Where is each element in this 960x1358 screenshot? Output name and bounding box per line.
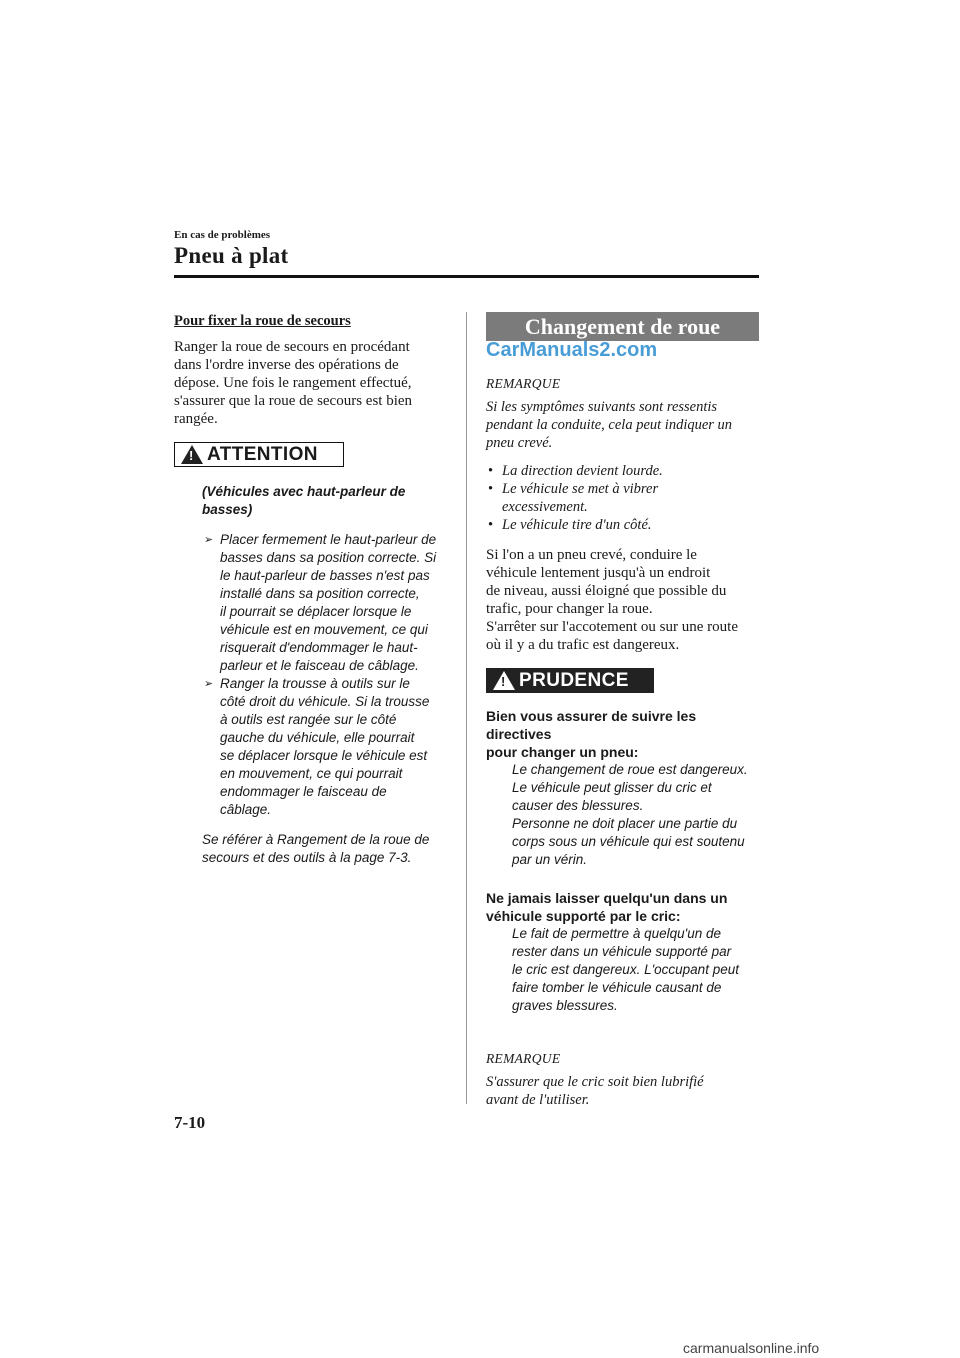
attention-item-text: Ranger la trousse à outils sur le côté droit du véhicule. Si la trousse à outils est rangée sur le côté gauche du véhicule, elle pourrait se déplacer lorsque le véhicule est en mouvement, ce qui pourrait endommager le faisceau de câblage. bbox=[220, 676, 430, 817]
attention-title: (Véhicules avec haut-parleur de basses) bbox=[202, 484, 406, 517]
attention-list bbox=[204, 531, 452, 819]
list-item bbox=[486, 480, 759, 516]
attention-label: ATTENTION bbox=[207, 443, 318, 465]
prudence-label-box bbox=[486, 668, 654, 693]
right-column bbox=[486, 312, 759, 1109]
left-column bbox=[174, 313, 452, 867]
section-banner: Changement de roue bbox=[486, 312, 759, 341]
arrow-bullet-icon: ➢ bbox=[204, 678, 214, 690]
symptom-text: Le véhicule tire d'un côté. bbox=[502, 517, 652, 533]
attention-reference: Se référer à Rangement de la roue de secours et des outils à la page 7-3. bbox=[202, 832, 430, 865]
prudence-heading: Bien vous assurer de suivre les directives pour changer un pneu: bbox=[486, 708, 697, 760]
symptom-list bbox=[486, 462, 759, 534]
list-item bbox=[204, 675, 452, 819]
symptom-text: La direction devient lourde. bbox=[502, 463, 663, 479]
symptom-text: Le véhicule se met à vibrer excessivement. bbox=[502, 481, 659, 515]
subheading-spare-wheel: Pour fixer la roue de secours bbox=[174, 313, 351, 329]
prudence-label: PRUDENCE bbox=[519, 669, 629, 691]
list-item bbox=[486, 516, 759, 534]
page-title: Pneu à plat bbox=[174, 243, 289, 268]
header-rule bbox=[174, 275, 759, 278]
remarque-text: Si les symptômes suivants sont ressentis pendant la conduite, cela peut indiquer un pneu crevé. bbox=[486, 399, 733, 451]
remarque-label: REMARQUE bbox=[486, 376, 561, 391]
prudence-heading: Ne jamais laisser quelqu'un dans un véhicule supporté par le cric: bbox=[486, 890, 728, 924]
remarque-label: REMARQUE bbox=[486, 1051, 561, 1066]
attention-item-text: Placer fermement le haut-parleur de basses dans sa position correcte. Si le haut-parleur de basses n'est pas installé dans sa position correcte, il pourrait se déplacer lorsque le véhicule est en mouvement, ce qui risquerait d'endommager le haut- parleur et le faisceau de câblage. bbox=[220, 532, 437, 673]
page-number: 7-10 bbox=[174, 1113, 206, 1132]
flat-tire-paragraph: Si l'on a un pneu crevé, conduire le véhicule lentement jusqu'à un endroit de niveau, aussi éloigné que possible du trafic, pour changer la roue. S'arrêter sur l'accotement ou sur une route où il y a du trafic est dangereux. bbox=[486, 547, 738, 653]
column-divider bbox=[466, 312, 467, 1104]
bullet-icon: • bbox=[488, 481, 494, 497]
bullet-icon: • bbox=[488, 463, 494, 479]
list-item bbox=[486, 462, 759, 480]
prudence-body: Le changement de roue est dangereux. Le véhicule peut glisser du cric et causer des blessures. Personne ne doit placer une partie du corps sous un véhicule qui est soutenu par un vérin. bbox=[512, 762, 748, 867]
attention-label-box bbox=[174, 442, 344, 467]
section-category: En cas de problèmes bbox=[174, 229, 271, 241]
warning-triangle-icon bbox=[181, 445, 203, 464]
arrow-bullet-icon: ➢ bbox=[204, 534, 214, 546]
footer-site-text: carmanualsonline.info bbox=[683, 1340, 820, 1356]
remarque-text: S'assurer que le cric soit bien lubrifié avant de l'utiliser. bbox=[486, 1074, 704, 1108]
list-item bbox=[204, 531, 452, 675]
warning-triangle-icon bbox=[493, 671, 515, 690]
watermark-text: CarManuals2.com bbox=[486, 339, 658, 361]
prudence-body: Le fait de permettre à quelqu'un de rester dans un véhicule supporté par le cric est dangereux. L'occupant peut faire tomber le véhicule causant de graves blessures. bbox=[512, 926, 739, 1013]
spare-wheel-paragraph: Ranger la roue de secours en procédant dans l'ordre inverse des opérations de dépose. Une fois le rangement effectué, s'assurer que la roue de secours est bien rangée. bbox=[174, 339, 413, 427]
bullet-icon: • bbox=[488, 517, 494, 533]
